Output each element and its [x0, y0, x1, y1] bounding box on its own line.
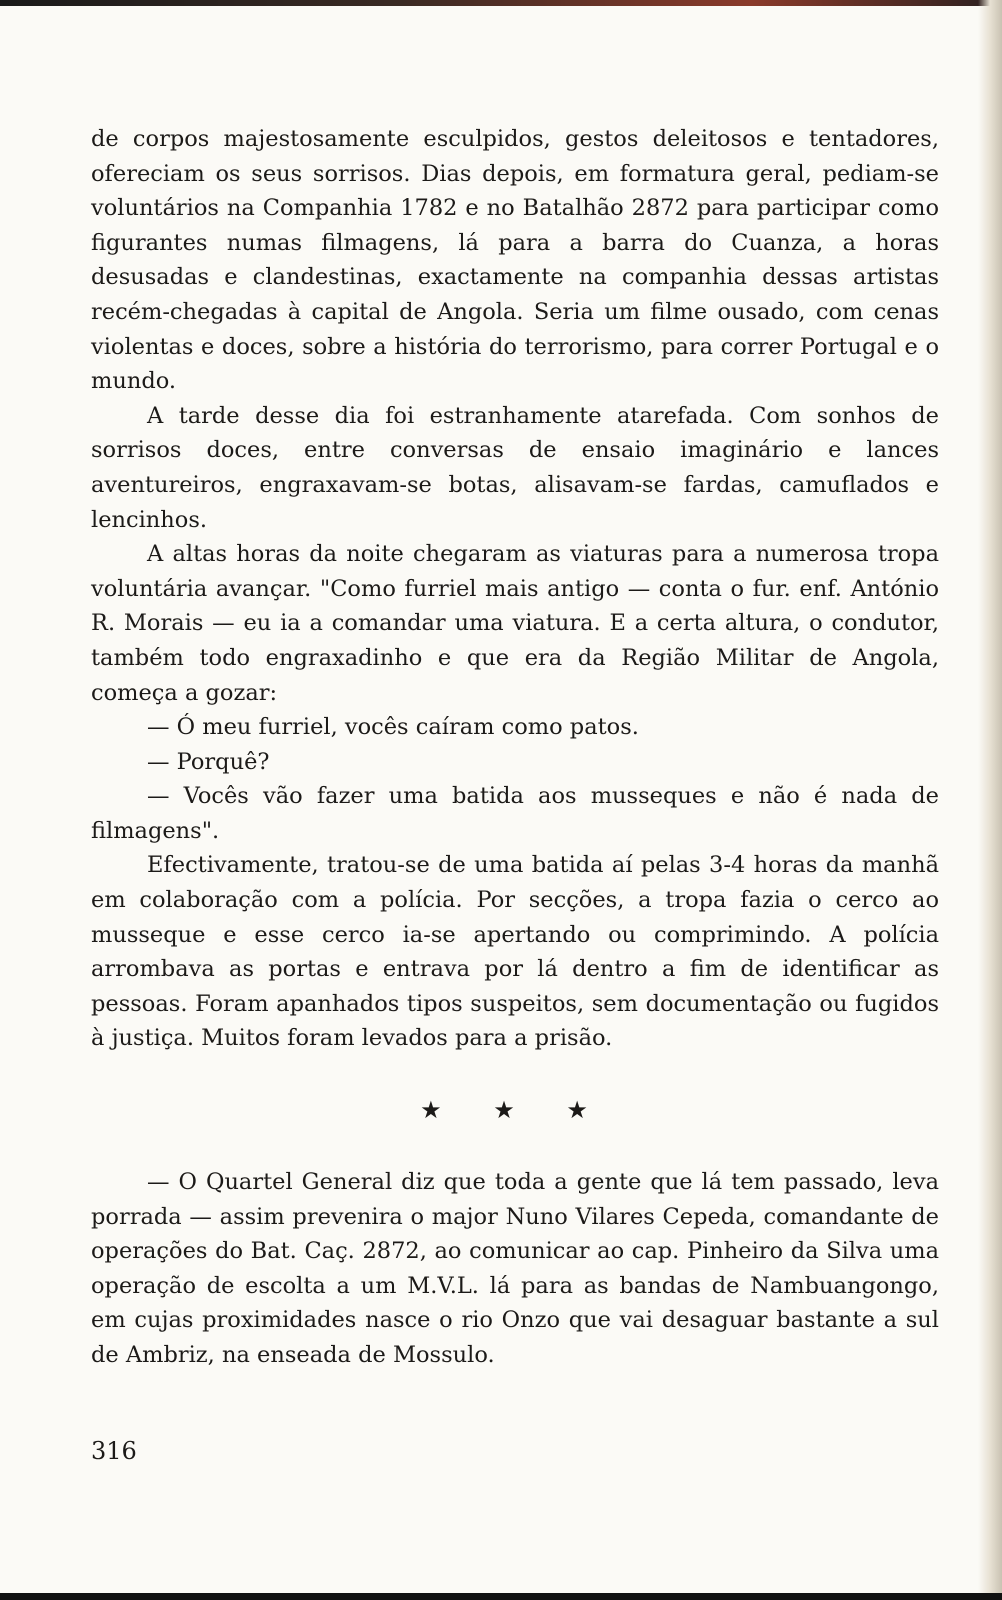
dialogue-line: — Porquê? [147, 748, 270, 775]
page-bottom-edge [0, 1593, 1002, 1600]
body-text [91, 122, 939, 1056]
dialogue-line: — Ó meu furriel, vocês caíram como patos. [147, 714, 639, 741]
paragraph: A tarde desse dia foi estranhamente atarefada. Com sonhos de sorrisos doces, entre conversas de ensaio imaginário e lances aventureiros, engraxavam-se botas, alisavam-se fardas, camuflados e lencinhos. [91, 402, 939, 533]
paragraph: — O Quartel General diz que toda a gente que lá tem passado, leva porrada — assim prevenira o major Nuno Vilares Cepeda, comandante de operações do Bat. Caç. 2872, ao comunicar ao cap. Pinheiro da Silva uma operação de escolta a um M.V.L. lá para as bandas de Nambuangongo, em cujas proximidades nasce o rio Onzo que vai desaguar bastante a sul de Ambriz, na enseada de Mossulo. [91, 1169, 939, 1368]
paragraph: A altas horas da noite chegaram as viaturas para a numerosa tropa voluntária avançar. "Como furriel mais antigo — conta o fur. enf. António R. Morais — eu ia a comandar uma viatura. E a certa altura, o condutor, também todo engraxadinho e que era da Região Militar de Angola, começa a gozar: [91, 541, 939, 706]
paragraph: Efectivamente, tratou-se de uma batida aí pelas 3-4 horas da manhã em colaboração com a polícia. Por secções, a tropa fazia o cerco ao musseque e esse cerco ia-se apertando ou comprimindo. A polícia arrombava as portas e entrava por lá dentro a fim de identificar as pessoas. Foram apanhados tipos suspeitos, sem documentação ou fugidos à justiça. Muitos foram levados para a prisão. [91, 852, 939, 1052]
section-two-text [91, 1165, 939, 1373]
paragraph-continuation: de corpos majestosamente esculpidos, gestos deleitosos e tentadores, ofereciam os seus sorrisos. Dias depois, em formatura geral, pediam-se voluntários na Companhia 1782 e no Batalhão 2872 para participar como figurantes numas filmagens, lá para a barra do Cuanza, a horas desusadas e clandestinas, exactamente na companhia dessas artistas recém-chegadas à capital de Angola. Seria um filme ousado, com cenas violentas e doces, sobre a história do terrorismo, para correr Portugal e o mundo. [91, 126, 939, 395]
dialogue-line: — Vocês vão fazer uma batida aos musseques e não é nada de filmagens". [91, 783, 939, 844]
page-right-edge-shadow [978, 0, 1002, 1600]
page-top-edge [0, 0, 1002, 6]
section-separator-stars: ★ ★ ★ [420, 1096, 610, 1124]
page-number: 316 [91, 1437, 137, 1465]
